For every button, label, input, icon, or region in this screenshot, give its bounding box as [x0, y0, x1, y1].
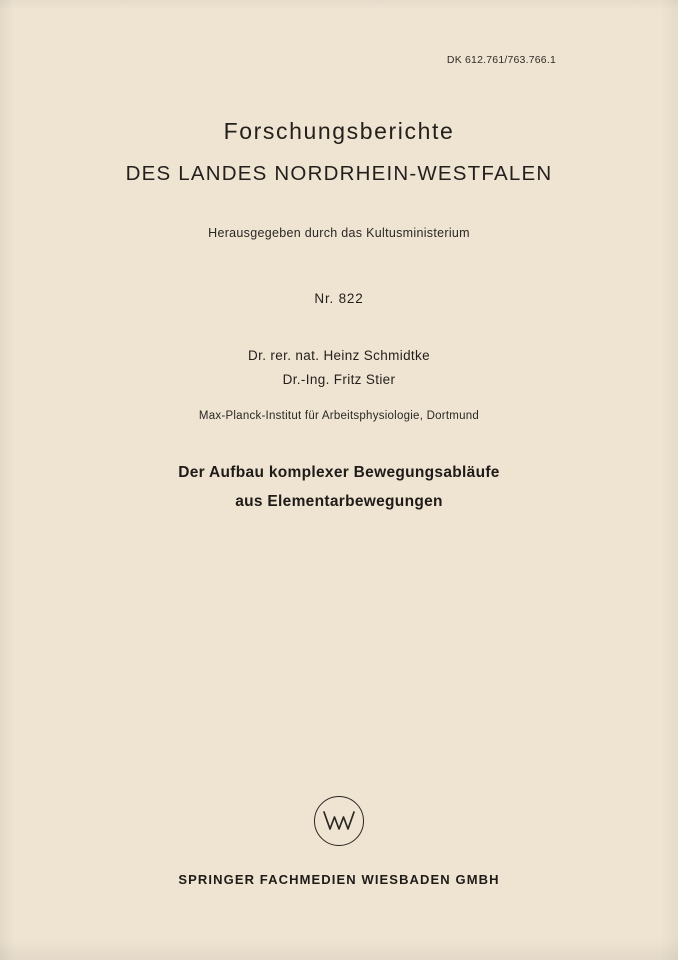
issue-number: Nr. 822 [314, 291, 364, 306]
book-title-line: aus Elementarbewegungen [235, 493, 443, 510]
book-title [0, 458, 678, 516]
author-affiliation: Max-Planck-Institut für Arbeitsphysiologie, Dortmund [198, 410, 480, 422]
springer-w-logo-icon [314, 796, 364, 846]
book-title-line: Der Aufbau komplexer Bewegungsabläufe [178, 464, 500, 481]
series-title-line-2: DES LANDES NORDRHEIN-WESTFALEN [125, 162, 553, 185]
publisher-logo-container [0, 796, 678, 851]
author-name: Dr.-Ing. Fritz Stier [282, 372, 396, 387]
dk-classification-code: DK 612.761/763.766.1 [446, 54, 556, 66]
publisher-note: Herausgegeben durch das Kultusministerium [208, 226, 470, 240]
author-list [0, 344, 678, 392]
author-name: Dr. rer. nat. Heinz Schmidtke [248, 348, 430, 363]
series-title-line-1: Forschungsberichte [223, 118, 455, 144]
publisher-imprint: SPRINGER FACHMEDIEN WIESBADEN GMBH [178, 872, 500, 887]
cover-text-block [0, 118, 678, 516]
